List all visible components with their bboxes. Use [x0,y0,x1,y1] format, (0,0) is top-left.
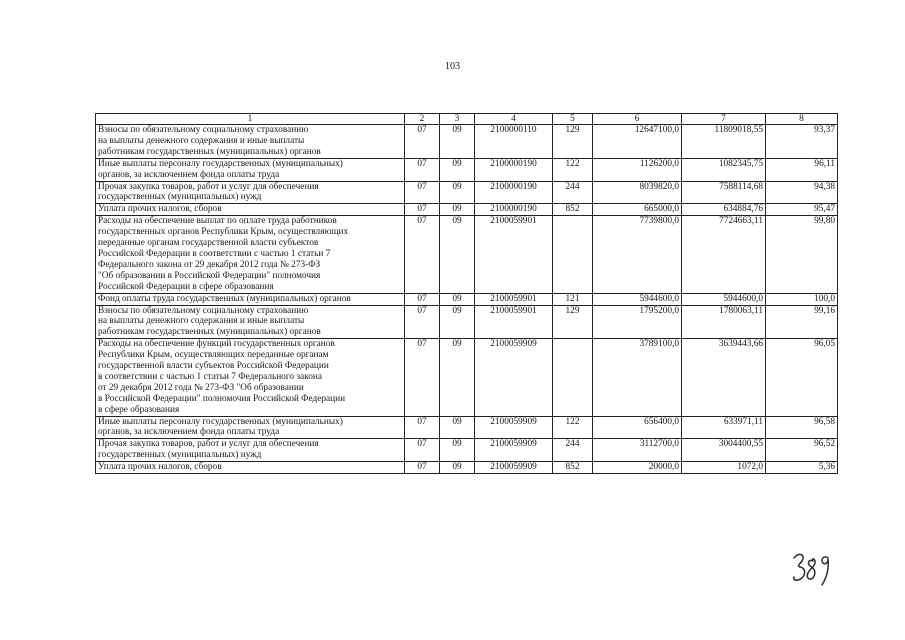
column-header: 2 [405,114,440,125]
row-section-code: 07 [405,339,440,416]
row-description: Фонд оплаты труда государственных (муниципальных) органов [96,293,405,305]
table-row [96,158,838,181]
row-description: Расходы на обеспечение выплат по оплате труда работников государственных органов Республики Крым, осуществляющих переданные органам государственной власти субъектов Российской Федерации в соответствии с частью 1 статьи 7 Федерального закона от 29 декабря 2012 года № 273-ФЗ "Об образовании в Российской Федерации" полномочия Российской Федерации в сфере образования [96,216,405,293]
table-row [96,204,838,216]
row-plan-amount: 1795200,0 [593,305,682,339]
row-subsection-code: 09 [440,439,475,462]
row-expense-type: 122 [553,158,593,181]
budget-table [95,113,838,474]
row-target-article: 2100000190 [475,204,553,216]
row-expense-type: 852 [553,204,593,216]
row-execution-percent: 100,0 [766,293,838,305]
row-section-code: 07 [405,125,440,159]
handwritten-page-number [790,548,832,588]
row-subsection-code: 09 [440,462,475,474]
row-target-article: 2100059909 [475,416,553,439]
row-executed-amount: 5944600,0 [682,293,766,305]
row-execution-percent: 96,05 [766,339,838,416]
row-section-code: 07 [405,158,440,181]
row-target-article: 2100000190 [475,181,553,204]
row-description: Уплата прочих налогов, сборов [96,204,405,216]
row-execution-percent: 93,37 [766,125,838,159]
row-execution-percent: 99,80 [766,216,838,293]
row-execution-percent: 96,11 [766,158,838,181]
row-expense-type [553,339,593,416]
row-section-code: 07 [405,305,440,339]
table-row [96,125,838,159]
row-executed-amount: 11809018,55 [682,125,766,159]
row-plan-amount: 3112700,0 [593,439,682,462]
row-execution-percent: 94,38 [766,181,838,204]
row-subsection-code: 09 [440,305,475,339]
row-execution-percent: 95,47 [766,204,838,216]
row-plan-amount: 20000,0 [593,462,682,474]
column-header: 6 [593,114,682,125]
row-section-code: 07 [405,416,440,439]
row-description: Иные выплаты персоналу государственных (муниципальных) органов, за исключением фонда оплаты труда [96,416,405,439]
row-plan-amount: 12647100,0 [593,125,682,159]
row-section-code: 07 [405,439,440,462]
page-number: 103 [445,61,460,72]
row-subsection-code: 09 [440,204,475,216]
row-description: Уплата прочих налогов, сборов [96,462,405,474]
row-executed-amount: 1082345,75 [682,158,766,181]
table-header-row [96,114,838,125]
row-expense-type: 121 [553,293,593,305]
row-subsection-code: 09 [440,339,475,416]
table-row [96,305,838,339]
row-expense-type: 244 [553,439,593,462]
column-header: 1 [96,114,405,125]
row-execution-percent: 96,52 [766,439,838,462]
row-section-code: 07 [405,216,440,293]
row-description: Прочая закупка товаров, работ и услуг для обеспечения государственных (муниципальных) нужд [96,181,405,204]
row-target-article: 2100059909 [475,439,553,462]
row-plan-amount: 3789100,0 [593,339,682,416]
row-expense-type: 129 [553,125,593,159]
row-target-article: 2100059909 [475,339,553,416]
row-executed-amount: 1072,0 [682,462,766,474]
column-header: 3 [440,114,475,125]
table-row [96,416,838,439]
column-header: 7 [682,114,766,125]
row-plan-amount: 8039820,0 [593,181,682,204]
row-executed-amount: 7588114,68 [682,181,766,204]
row-expense-type [553,216,593,293]
row-execution-percent: 5,36 [766,462,838,474]
table-row [96,462,838,474]
row-description: Прочая закупка товаров, работ и услуг для обеспечения государственных (муниципальных) нужд [96,439,405,462]
row-plan-amount: 7739800,0 [593,216,682,293]
row-executed-amount: 1780063,11 [682,305,766,339]
row-executed-amount: 634884,76 [682,204,766,216]
row-executed-amount: 3639443,66 [682,339,766,416]
row-expense-type: 244 [553,181,593,204]
table-body [96,125,838,474]
row-expense-type: 129 [553,305,593,339]
row-section-code: 07 [405,204,440,216]
row-section-code: 07 [405,462,440,474]
table-row [96,439,838,462]
column-header: 4 [475,114,553,125]
row-description: Взносы по обязательному социальному страхованию на выплаты денежного содержания и иные выплаты работникам государственных (муниципальных) органов [96,305,405,339]
row-section-code: 07 [405,181,440,204]
row-target-article: 2100000190 [475,158,553,181]
row-expense-type: 852 [553,462,593,474]
row-plan-amount: 5944600,0 [593,293,682,305]
row-target-article: 2100059901 [475,216,553,293]
row-description: Взносы по обязательному социальному страхованию на выплаты денежного содержания и иные выплаты работникам государственных (муниципальных) органов [96,125,405,159]
row-subsection-code: 09 [440,216,475,293]
row-target-article: 2100000110 [475,125,553,159]
row-subsection-code: 09 [440,125,475,159]
row-subsection-code: 09 [440,416,475,439]
row-subsection-code: 09 [440,158,475,181]
row-plan-amount: 665000,0 [593,204,682,216]
row-target-article: 2100059901 [475,293,553,305]
table-row [96,181,838,204]
row-executed-amount: 7724663,11 [682,216,766,293]
column-header: 8 [766,114,838,125]
row-execution-percent: 96,58 [766,416,838,439]
row-subsection-code: 09 [440,293,475,305]
row-executed-amount: 3004400,55 [682,439,766,462]
table-row [96,293,838,305]
row-description: Расходы на обеспечение функций государственных органов Республики Крым, осуществляющих переданные органам государственной власти субъектов Российской Федерации в соответствии с частью 1 статьи 7 Федерального закона от 29 декабря 2012 года № 273-ФЗ "Об образовании в Российской Федерации" полномочия Российской Федерации в сфере образования [96,339,405,416]
table-row [96,216,838,293]
column-header: 5 [553,114,593,125]
row-plan-amount: 656400,0 [593,416,682,439]
row-expense-type: 122 [553,416,593,439]
row-description: Иные выплаты персоналу государственных (муниципальных) органов, за исключением фонда оплаты труда [96,158,405,181]
row-executed-amount: 633971,11 [682,416,766,439]
row-target-article: 2100059909 [475,462,553,474]
row-target-article: 2100059901 [475,305,553,339]
table-row [96,339,838,416]
row-section-code: 07 [405,293,440,305]
row-subsection-code: 09 [440,181,475,204]
row-execution-percent: 99,16 [766,305,838,339]
row-plan-amount: 1126200,0 [593,158,682,181]
